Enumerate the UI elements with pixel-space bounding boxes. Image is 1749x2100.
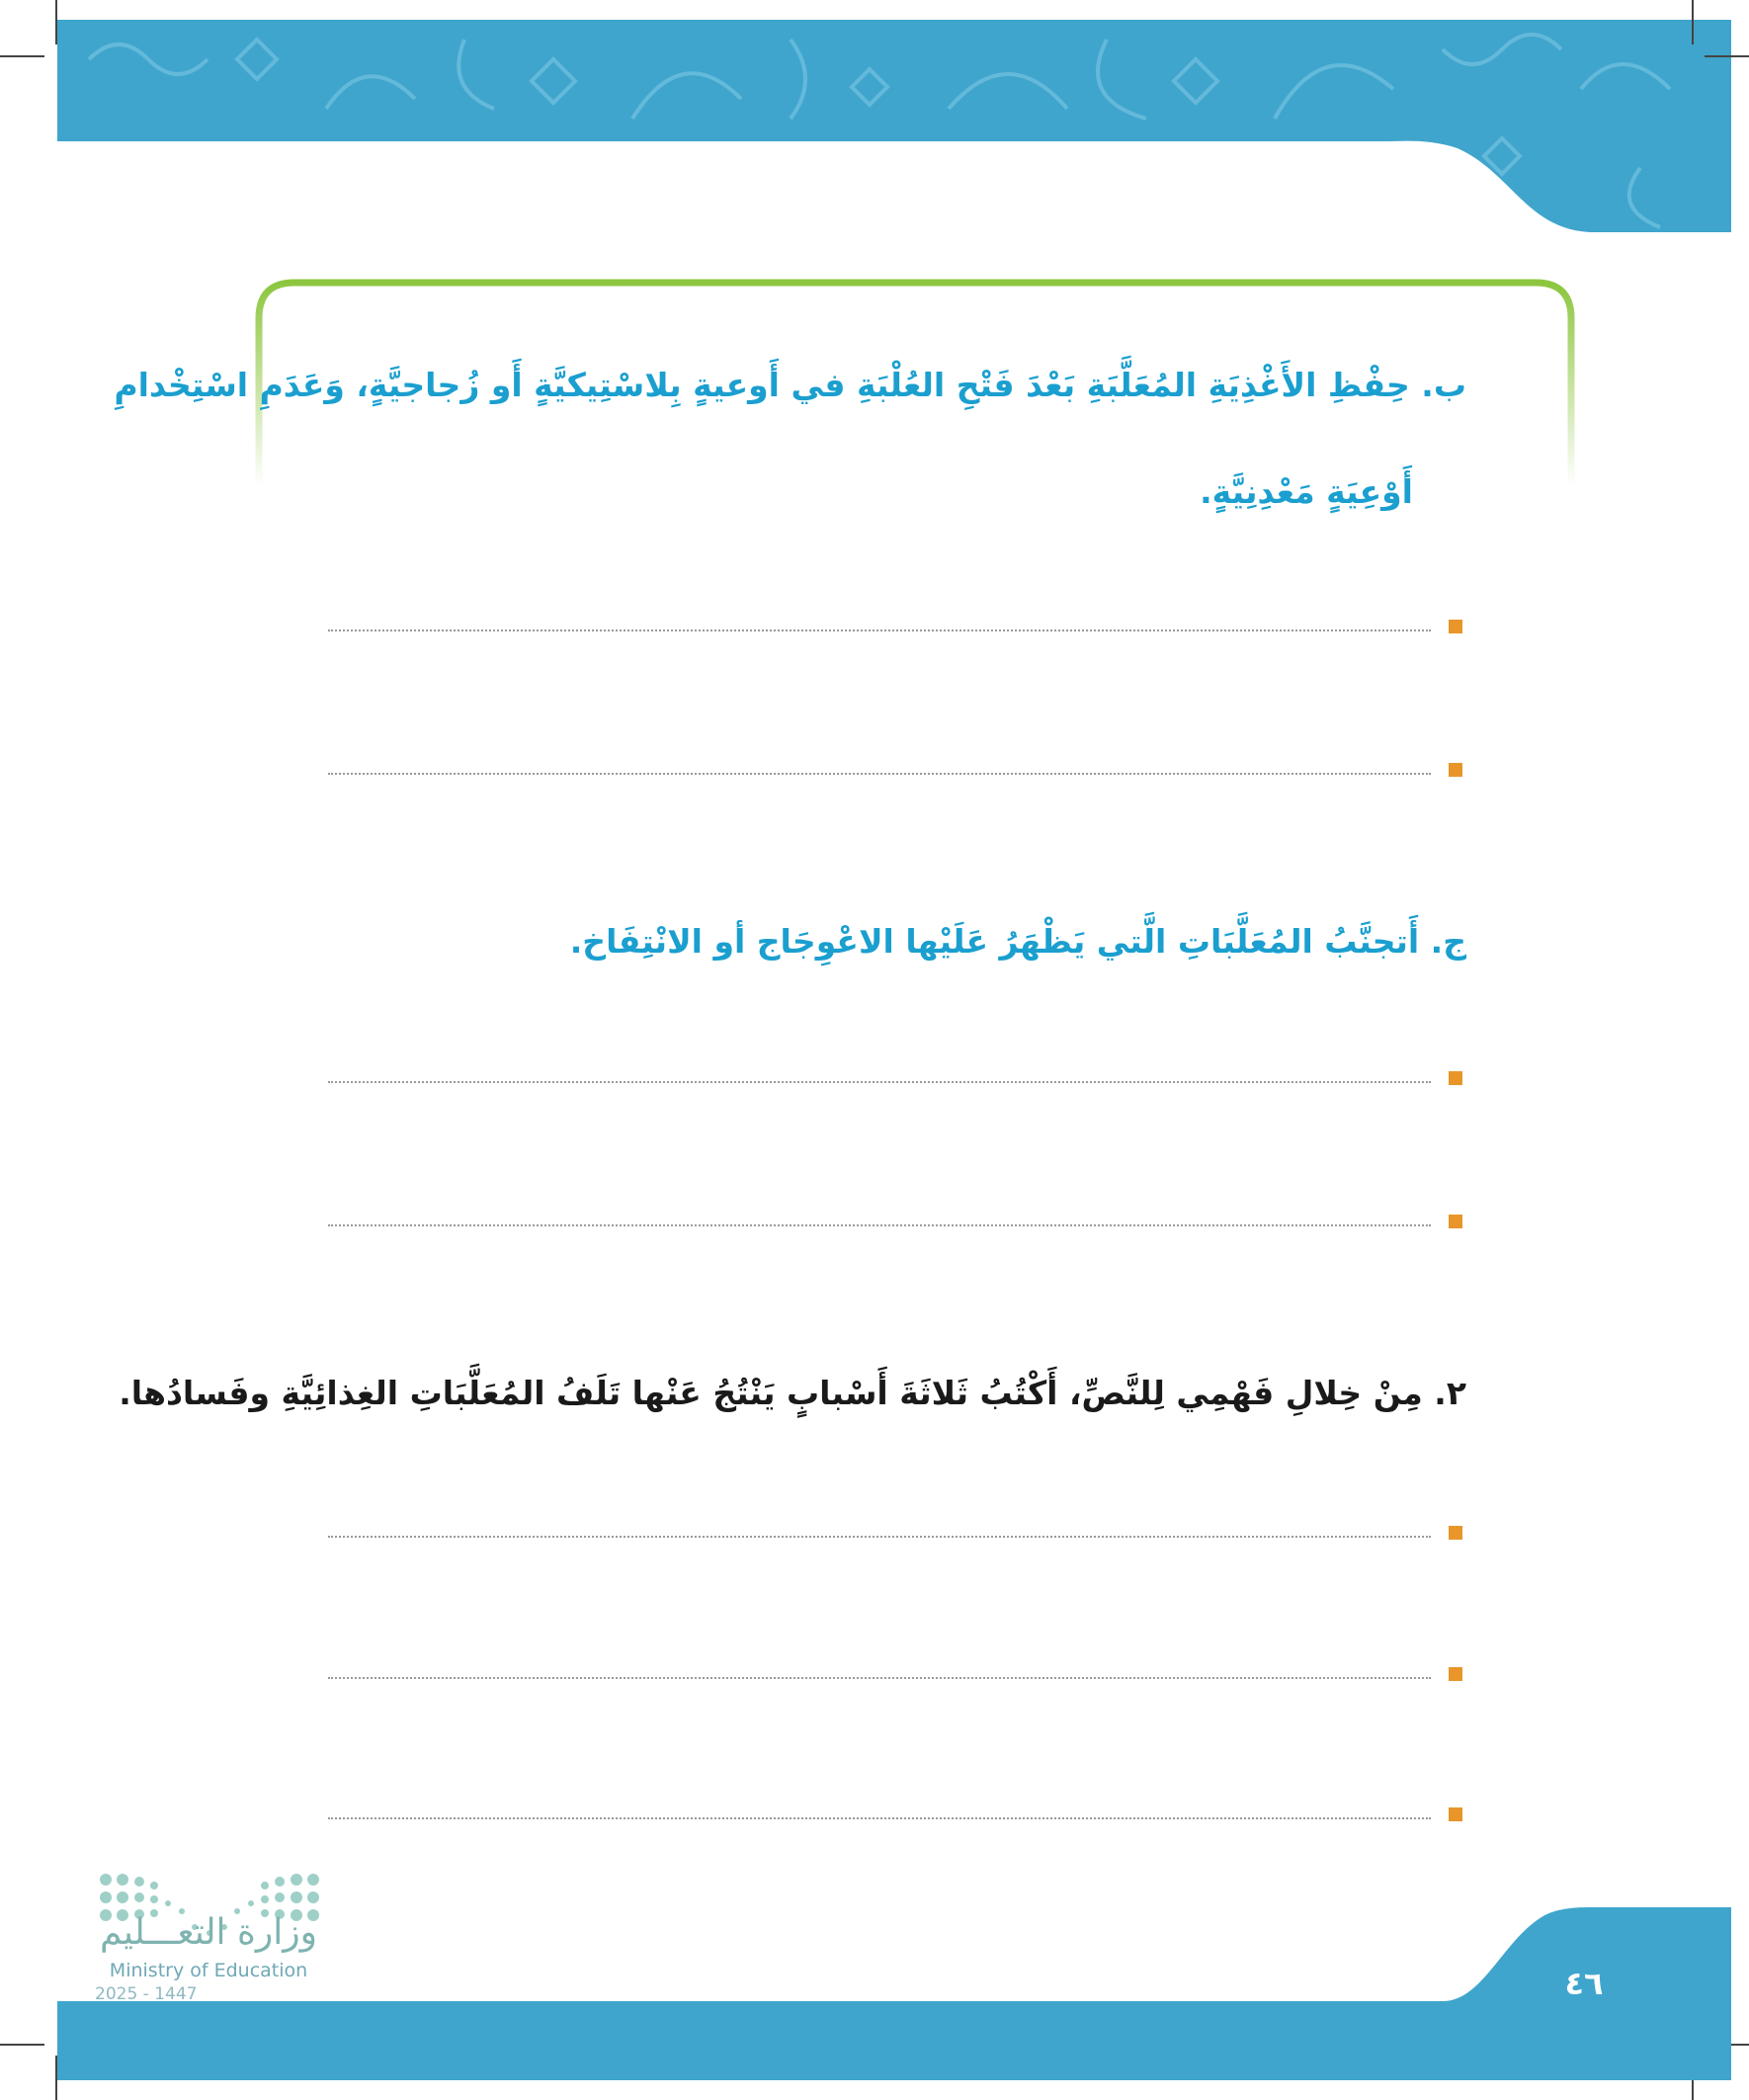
answer-line[interactable] <box>328 1211 1462 1240</box>
bullet-square-icon <box>1449 1526 1462 1540</box>
bullet-square-icon <box>1449 1667 1462 1681</box>
ministry-name-arabic: وزارة التعـــليم <box>99 1912 318 1953</box>
answer-line[interactable] <box>328 1522 1462 1552</box>
bullet-square-icon <box>1449 763 1462 777</box>
answer-line[interactable] <box>328 759 1462 789</box>
item-b-line-1: ب. حِفْظِ الأَغْذِيَةِ المُعَلَّبَةِ بَعْدَ فَتْحِ العُلْبَةِ في أَوعيةٍ بِلاسْتِيكيَّةٍ أَو زُجاجيَّةٍ، وَعَدَمِ اسْتِخْدامِ <box>114 366 1466 404</box>
dotted-line <box>328 773 1431 775</box>
item-b-line-2: أَوْعِيَةٍ مَعْدِنِيَّةٍ. <box>1200 472 1413 511</box>
bullet-square-icon <box>1449 620 1462 633</box>
dotted-line <box>328 1536 1431 1538</box>
bullet-square-icon <box>1449 1071 1462 1085</box>
crop-mark <box>0 55 44 57</box>
answer-line[interactable] <box>328 1067 1462 1097</box>
answer-line[interactable] <box>328 616 1462 645</box>
crop-mark <box>1692 0 1694 44</box>
bullet-square-icon <box>1449 1807 1462 1821</box>
dotted-line <box>328 630 1431 631</box>
crop-mark <box>55 0 57 44</box>
crop-mark <box>1705 55 1749 57</box>
ministry-year: 2025 - 1447 <box>95 1984 198 2004</box>
bullet-square-icon <box>1449 1215 1462 1228</box>
dotted-line <box>328 1817 1431 1819</box>
question-2-text: ٢. مِنْ خِلالِ فَهْمِي لِلنَّصِّ، أَكْتُبُ ثَلاثَةَ أَسْبابٍ يَنْتُجُ عَنْها تَلَفُ المُعَلَّبَاتِ الغِذائِيَّةِ وفَسادُها. <box>119 1374 1466 1412</box>
dotted-line <box>328 1224 1431 1226</box>
header-band <box>0 0 1749 237</box>
answer-line[interactable] <box>328 1804 1462 1833</box>
item-c-text: ج. أَتجنَّبُ المُعَلَّبَاتِ الَّتي يَظْهَرُ عَلَيْها الاعْوِجَاج أو الانْتِفَاخ. <box>569 922 1466 961</box>
ministry-name-english: Ministry of Education <box>109 1960 308 1981</box>
dotted-line <box>328 1677 1431 1679</box>
page-number: ٤٦ <box>1564 1965 1604 2002</box>
dotted-line <box>328 1081 1431 1083</box>
answer-line[interactable] <box>328 1663 1462 1693</box>
